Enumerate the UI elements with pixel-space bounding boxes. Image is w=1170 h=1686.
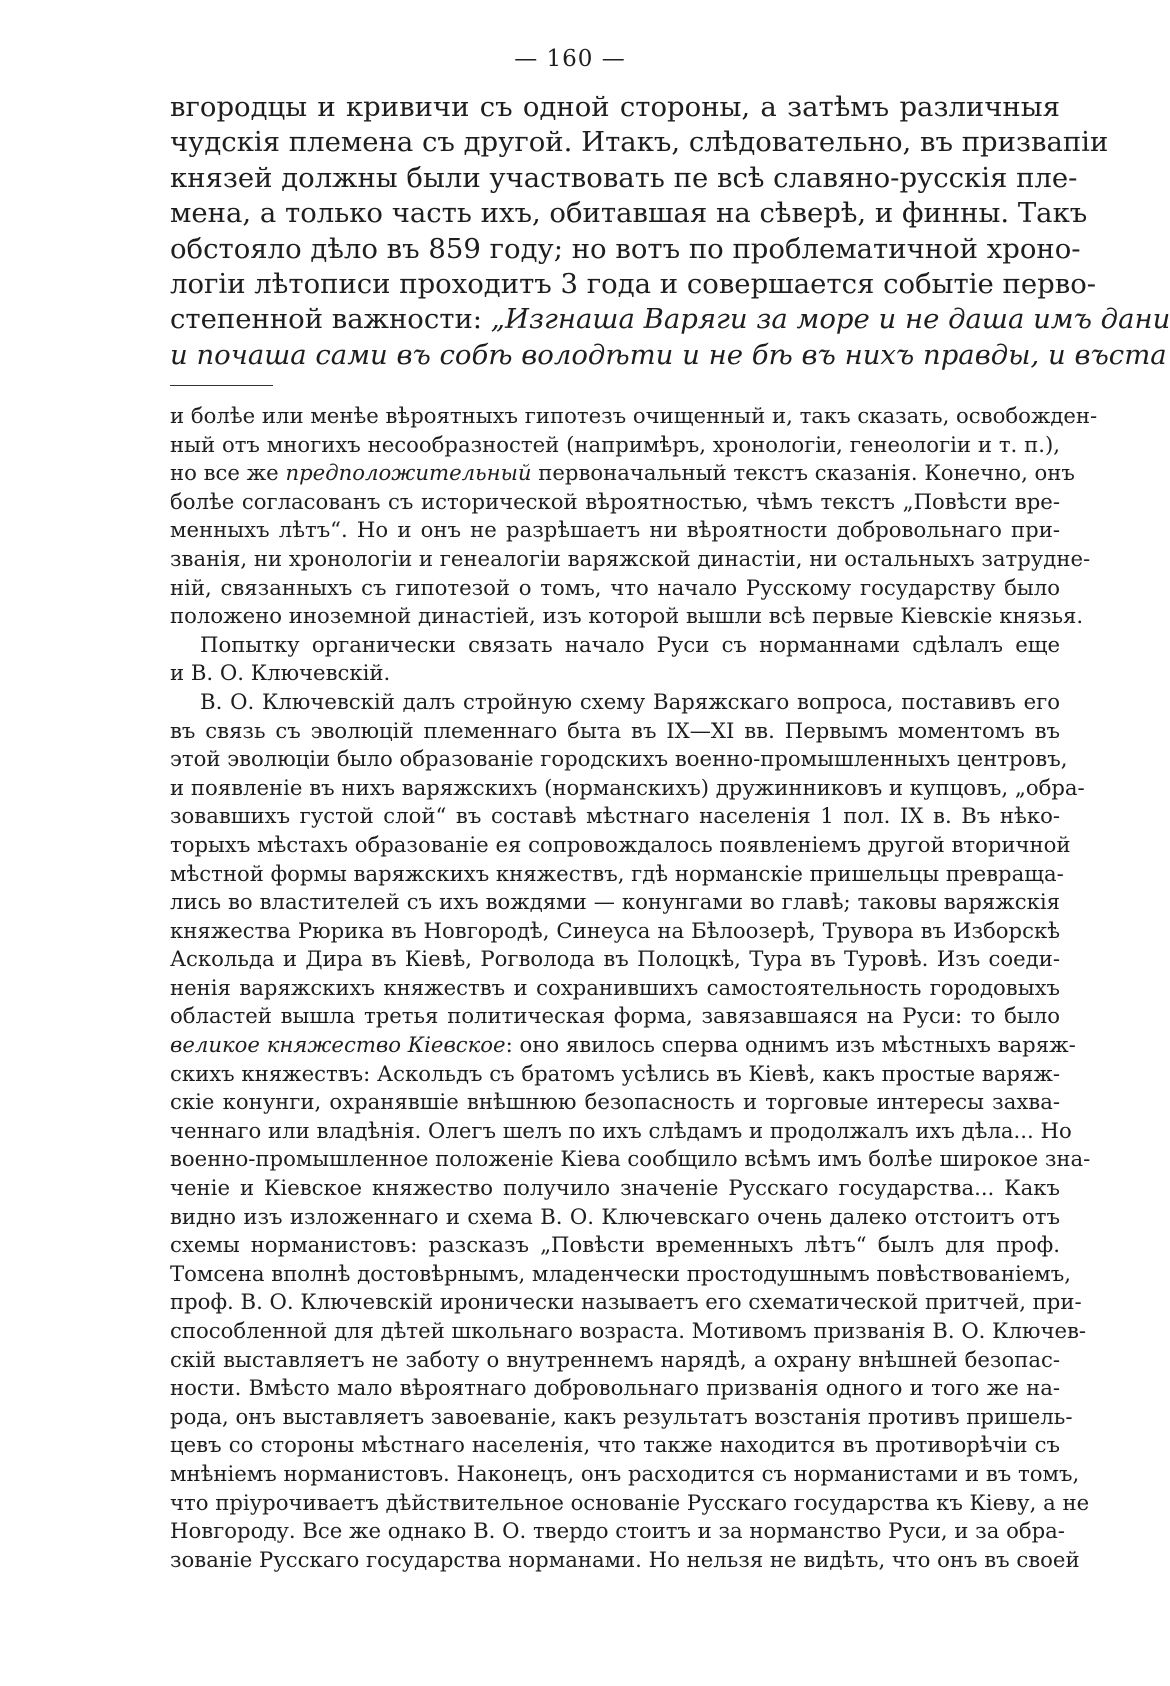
footnote-line-text: ненія варяжскихъ княжествъ и сохранившихъ самостоятельность городовыхъ [170, 974, 1060, 1000]
footnote-line [170, 402, 1098, 431]
footnote-line-text: схемы норманистовъ: разсказъ „Повѣсти временныхъ лѣтъ“ былъ для проф. [170, 1232, 1060, 1258]
footnote-line [170, 602, 1084, 631]
footnote-line-text: ченнаго или владѣнія. Олегъ шелъ по ихъ слѣдамъ и продолжалъ ихъ дѣла... Но [170, 1117, 1072, 1143]
footnote-line-text: военно-промышленное положеніе Кіева сообщило всѣмъ имъ болѣе широкое зна- [170, 1146, 1091, 1172]
footnote-text [170, 402, 1098, 1574]
footnote-line [170, 631, 1060, 660]
footnote-line [170, 1145, 1091, 1174]
footnote-line [170, 1002, 1060, 1031]
footnote-line [170, 516, 1060, 545]
footnote-line-text: княжества Рюрика въ Новгородѣ, Синеуса на Бѣлоозерѣ, Трувора въ Изборскѣ [170, 917, 1060, 943]
footnote-line-text: рода, онъ выставляетъ завоеваніе, какъ результатъ возстанія противъ пришель- [170, 1403, 1073, 1429]
main-line [170, 267, 1097, 302]
footnote-line [170, 1431, 1060, 1460]
footnote-line-text: мѣстной формы варяжскихъ княжествъ, гдѣ норманскіе пришельцы превраща- [170, 860, 1064, 886]
footnote-line-text: В. О. Ключевскій далъ стройную схему Варяжскаго вопроса, поставивъ его [200, 688, 1060, 714]
footnote-line [170, 745, 1068, 774]
main-line-text: степенной важности: [170, 303, 491, 336]
main-line-text: обстояло дѣло въ 859 году; но вотъ по проблематичной хроно- [170, 232, 1081, 265]
footnote-line [170, 1403, 1073, 1432]
footnote-line-text: и В. О. Ключевскій. [170, 660, 391, 686]
footnote-line-text: менныхъ лѣтъ“. Но и онъ не разрѣшаетъ ни вѣроятности добровольнаго при- [170, 517, 1060, 543]
footnote-line-text: скій выставляетъ не заботу о внутреннемъ нарядѣ, а охрану внѣшней безопас- [170, 1346, 1060, 1372]
footnote-line-text: ченіе и Кіевское княжество получило значеніе Русскаго государства... Какъ [170, 1175, 1060, 1201]
footnote-line [170, 1517, 1065, 1546]
footnote-line [170, 1260, 1071, 1289]
footnote-line [170, 1231, 1060, 1260]
footnote-line [170, 802, 1060, 831]
footnote-line-text: Попытку органически связать начало Руси съ норманнами сдѣлалъ еще [200, 631, 1060, 657]
footnote-line [170, 574, 1060, 603]
footnote-line-text: лись во властителей съ ихъ вождями — конунгами во главѣ; таковы варяжскія [170, 889, 1060, 915]
footnote-line [170, 1346, 1060, 1375]
footnote-line-text: ности. Вмѣсто мало вѣроятнаго добровольнаго призванія одного и того же на- [170, 1375, 1060, 1401]
footnote-line [170, 1489, 1090, 1518]
footnote-line-text: званія, ни хронологіи и генеалогіи варяжской династіи, ни остальныхъ затрудне- [170, 545, 1091, 571]
footnote-line-italic-text: предположительный [285, 460, 532, 486]
footnote-line [170, 545, 1091, 574]
footnote-line [170, 774, 1085, 803]
footnote-line-text: первоначальный текстъ сказанія. Конечно, онъ [531, 460, 1075, 486]
main-line-text: вгородцы и кривичи съ одной стороны, а затѣмъ различныя [170, 91, 1060, 123]
footnote-line [170, 1031, 1076, 1060]
footnote-line [170, 1117, 1072, 1146]
footnote-line [170, 1203, 1060, 1232]
footnote-line-text: положено иноземной династіей, изъ которой вышли всѣ первые Кіевскіе князья. [170, 603, 1084, 629]
footnote-line-text: и болѣе или менѣе вѣроятныхъ гипотезъ очищенный и, такъ сказать, освобожден- [170, 403, 1098, 428]
footnote-line-text: скіе конунги, охранявшіе внѣшнюю безопасность и торговые интересы захва- [170, 1089, 1060, 1115]
footnote-line [170, 917, 1060, 946]
footnote-line-text: проф. В. О. Ключевскій иронически называетъ его схематической притчей, при- [170, 1289, 1082, 1315]
footnote-line [170, 459, 1075, 488]
footnote-line-text: ный отъ многихъ несообразностей (напримѣръ, хронологіи, генеологіи и т. п.), [170, 431, 1060, 457]
page-number: — 160 — [514, 46, 626, 72]
footnote-line-text: видно изъ изложеннаго и схема В. О. Ключевскаго очень далеко отстоитъ отъ [170, 1203, 1060, 1229]
main-line [170, 338, 1167, 373]
footnote-line-text: мнѣніемъ норманистовъ. Наконецъ, онъ расходится съ норманистами и въ томъ, [170, 1460, 1080, 1486]
footnote-line-text: торыхъ мѣстахъ образованіе ея сопровождалось появленіемъ другой вторичной [170, 831, 1071, 857]
footnote-line [170, 860, 1064, 889]
main-line [170, 232, 1081, 267]
footnote-line-text: зованіе Русскаго государства норманами. Но нельзя не видѣть, что онъ въ своей [170, 1546, 1080, 1572]
main-line-text: чудскія племена съ другой. Итакъ, слѣдовательно, въ призвапіи [170, 126, 1109, 159]
main-line-italic-text: „Изгнаша Варяги за море и не даша имъ дани [490, 303, 1170, 336]
footnote-line-text: что пріурочиваетъ дѣйствительное основаніе Русскаго государства къ Кіеву, а не [170, 1489, 1090, 1515]
footnote-line [170, 974, 1060, 1003]
main-line-text: логіи лѣтописи проходитъ 3 года и совершается событіе перво- [170, 267, 1097, 300]
main-line [170, 196, 1088, 231]
footnote-line-text: скихъ княжествъ: Аскольдъ съ братомъ усѣлись въ Кіевѣ, какъ простые варяж- [170, 1060, 1060, 1086]
footnote-line [170, 888, 1060, 917]
footnote-line [170, 831, 1071, 860]
main-line [170, 90, 1060, 125]
footnote-line [170, 659, 1060, 688]
footnote-line [170, 1460, 1080, 1489]
footnote-line-text: цевъ со стороны мѣстнаго населенія, что также находится въ противорѣчіи съ [170, 1432, 1060, 1458]
main-line [170, 161, 1078, 196]
footnote-separator [170, 385, 273, 386]
footnote-line [170, 1174, 1060, 1203]
footnote-line-text: Новгороду. Все же однако В. О. твердо стоитъ и за норманство Руси, и за обра- [170, 1518, 1065, 1544]
footnote-line-text: способленной для дѣтей школьнаго возраста. Мотивомъ призванія В. О. Ключев- [170, 1318, 1087, 1343]
footnote-line-text: ній, связанныхъ съ гипотезой о томъ, что начало Русскому государству было [170, 574, 1060, 600]
footnote-line [170, 488, 1060, 517]
footnote-line [170, 1088, 1060, 1117]
main-line-text: мена, а только часть ихъ, обитавшая на сѣверѣ, и финны. Такъ [170, 197, 1088, 230]
main-line-italic-text: и почаша сами въ собѣ володѣти и не бѣ въ нихъ правды, и въста [170, 338, 1167, 371]
footnote-line-text: этой эволюціи было образованіе городскихъ военно-промышленныхъ центровъ, [170, 746, 1068, 772]
footnote-line-text: но все же [170, 460, 286, 486]
footnote-line [170, 431, 1060, 460]
footnote-line-text: болѣе согласованъ съ исторической вѣроятностью, чѣмъ текстъ „Повѣсти вре- [170, 488, 1060, 514]
footnote-line-text: Томсена вполнѣ достовѣрнымъ, младенчески простодушнымъ повѣствованіемъ, [170, 1260, 1071, 1286]
footnote-line-italic-text: великое княжество Кіевское [170, 1032, 506, 1058]
main-text [170, 90, 1170, 373]
footnote-line [170, 1288, 1082, 1317]
footnote-line-text: въ связь съ эволюцій племеннаго быта въ IX—XI вв. Первымъ моментомъ въ [170, 717, 1060, 743]
footnote-line [170, 1374, 1060, 1403]
footnote-line [170, 688, 1060, 717]
footnote-line [170, 1317, 1087, 1346]
footnote-line-text: зовавшихъ густой слой“ въ составѣ мѣстнаго населенія 1 пол. IX в. Въ нѣко- [170, 803, 1060, 829]
footnote-line-text: Аскольда и Дира въ Кіевѣ, Рогволода въ Полоцкѣ, Тура въ Туровѣ. Изъ соеди- [170, 946, 1060, 972]
main-line [170, 125, 1109, 160]
main-line [170, 302, 1170, 337]
footnote-line-text: и появленіе въ нихъ варяжскихъ (норманскихъ) дружинниковъ и купцовъ, „обра- [170, 774, 1085, 800]
main-line-text: князей должны были участвовать пе всѣ славяно-русскія пле- [170, 161, 1078, 194]
footnote-line [170, 1546, 1080, 1575]
footnote-line [170, 945, 1060, 974]
footnote-line-text: областей вышла третья политическая форма, завязавшаяся на Руси: то было [170, 1003, 1060, 1029]
footnote-line-text: : оно явилось сперва однимъ изъ мѣстныхъ варяж- [505, 1032, 1076, 1058]
footnote-line [170, 717, 1060, 746]
footnote-line [170, 1060, 1060, 1089]
